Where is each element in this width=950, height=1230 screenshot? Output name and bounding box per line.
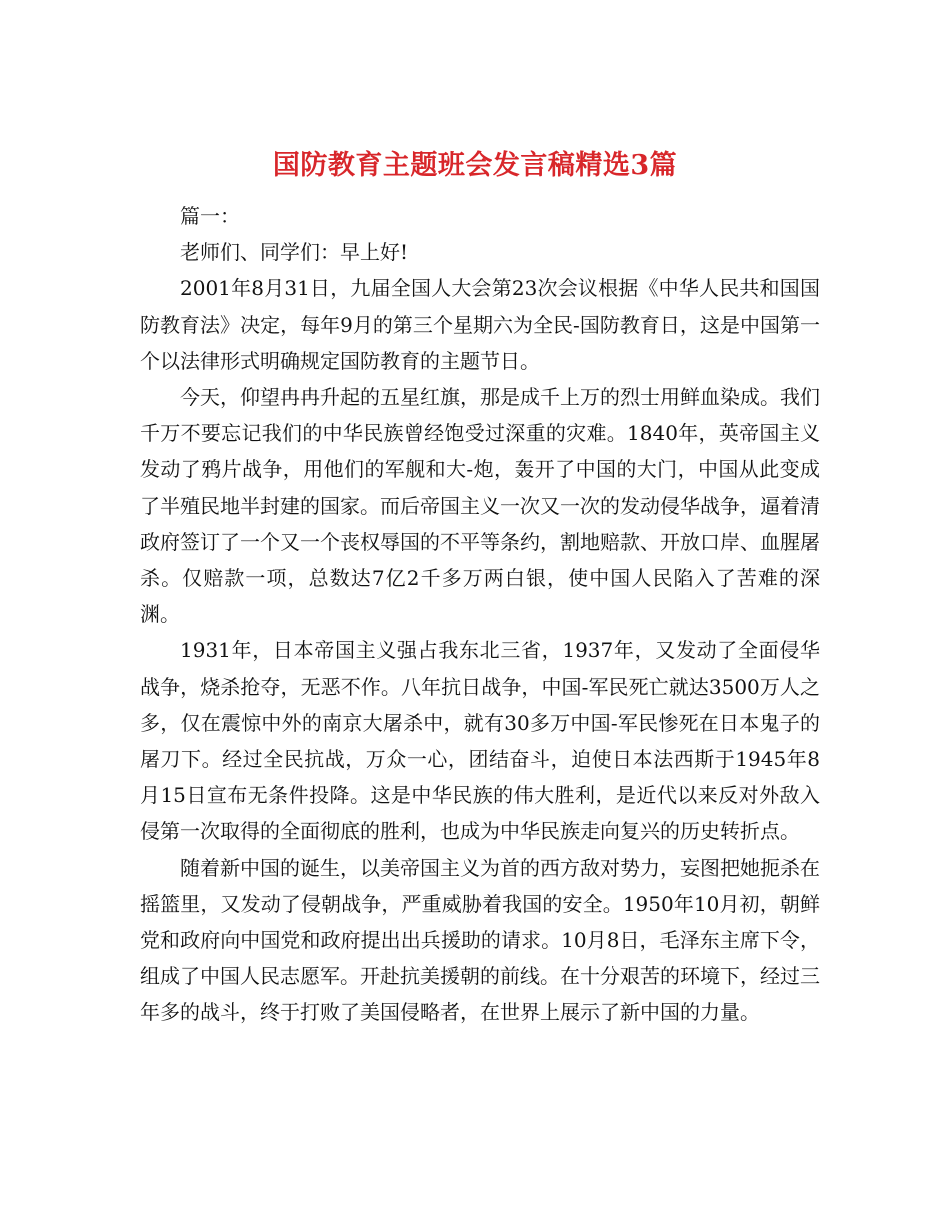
document-title: 国防教育主题班会发言稿精选3篇 (272, 150, 678, 182)
body-paragraph: 今天，仰望冉冉升起的五星红旗，那是成千上万的烈士用鲜血染成。我们千万不要忘记我们的中华民族曾经饱受过深重的灾难。1840年，英帝国主义发动了鸦片战争，用他们的军舰和大-炮，轰开了中国的大门，中国从此变成了半殖民地半封建的国家。而后帝国主义一次又一次的发动侵华战争，逼着清政府签订了一个又一个丧权辱国的不平等条约，割地赔款、开放口岸、血腥屠杀。仅赔款一项，总数达7亿2千多万两白银，使中国人民陷入了苦难的深渊。 (140, 385, 820, 627)
body-paragraph: 1931年，日本帝国主义强占我东北三省，1937年，又发动了全面侵华战争，烧杀抢夺，无恶不作。八年抗日战争，中国-军民死亡就达3500万人之多，仅在震惊中外的南京大屠杀中，就有30多万中国-军民惨死在日本鬼子的屠刀下。经过全民抗战，万众一心，团结奋斗，迫使日本法西斯于1945年8月15日宣布无条件投降。这是中华民族的伟大胜利，是近代以来反对外敌入侵第一次取得的全面彻底的胜利，也成为中华民族走向复兴的历史转折点。 (140, 638, 820, 844)
body-paragraph: 随着新中国的诞生，以美帝国主义为首的西方敌对势力，妄图把她扼杀在摇篮里，又发动了侵朝战争，严重威胁着我国的安全。1950年10月初，朝鲜党和政府向中国党和政府提出出兵援助的请求。10月8日，毛泽东主席下令，组成了中国人民志愿军。开赴抗美援朝的前线。在十分艰苦的环境下，经过三年多的战斗，终于打败了美国侵略者，在世界上展示了新中国的力量。 (140, 855, 820, 1025)
greeting-paragraph: 老师们、同学们：早上好! (180, 240, 409, 265)
section-heading: 篇一： (180, 204, 240, 228)
body-paragraph: 2001年8月31日，九届全国人大会第23次会议根据《中华人民共和国国防教育法》决定，每年9月的第三个星期六为全民-国防教育日，这是中国第一个以法律形式明确规定国防教育的主题节日。 (140, 276, 820, 373)
document-body (140, 198, 820, 1031)
